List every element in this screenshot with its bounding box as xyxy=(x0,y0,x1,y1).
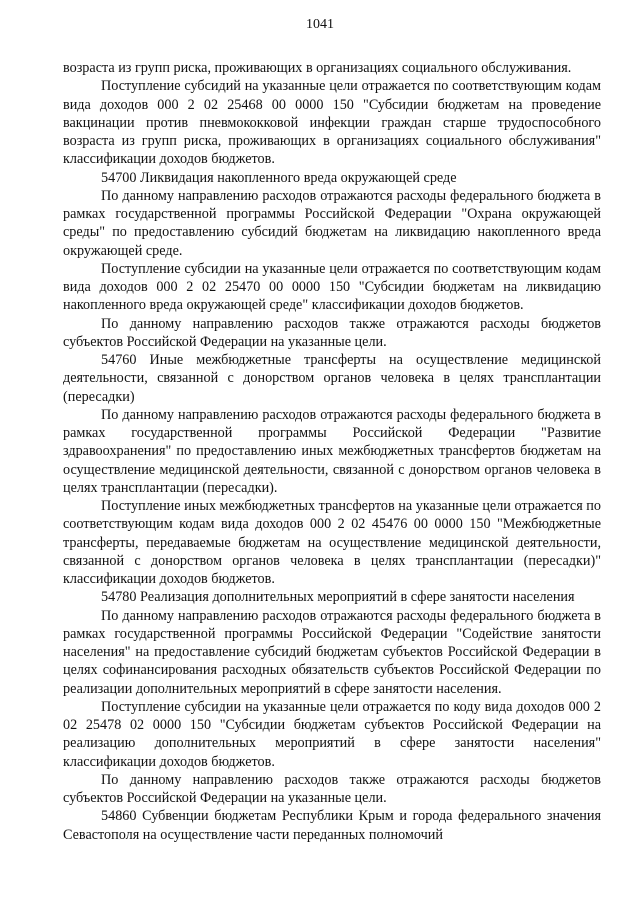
paragraph: По данному направлению расходов отражаются расходы федерального бюджета в рамках государственной программы Российской Федерации "Содействие занятости населения" на предоставление субсидий бюджетам субъектов Российской Федерации в целях софинансирования расходных обязательств субъектов Российской Федерации по реализации дополнительных мероприятий в сфере занятости населения. xyxy=(63,607,601,697)
page-number: 1041 xyxy=(306,17,334,32)
paragraph: Поступление субсидий на указанные цели отражается по соответствующим кодам вида доходов 000 2 02 25468 00 0000 150 "Субсидии бюджетам на проведение вакцинации против пневмококковой инфекции граждан старше трудоспособного возраста из групп риска, проживающих в организациях социального обслуживания" классификации доходов бюджетов. xyxy=(63,78,601,168)
section-heading-54760: 54760 Иные межбюджетные трансферты на осуществление медицинской деятельности, связанной с донорством органов человека в целях трансплантации (пересадки) xyxy=(63,352,601,405)
section-heading-54700: 54700 Ликвидация накопленного вреда окружающей среде xyxy=(101,169,457,186)
paragraph: возраста из групп риска, проживающих в организациях социального обслуживания. xyxy=(63,60,572,76)
paragraph: По данному направлению расходов отражаются расходы федерального бюджета в рамках государственной программы Российской Федерации "Развитие здравоохранения" по предоставлению иных межбюджетных трансфертов бюджетам на осуществление медицинской деятельности, связанной с донорством органов человека в целях трансплантации (пересадки). xyxy=(63,406,601,496)
section-heading-54780: 54780 Реализация дополнительных мероприятий в сфере занятости населения xyxy=(101,589,575,606)
paragraph: По данному направлению расходов также отражаются расходы бюджетов субъектов Российской Федерации на указанные цели. xyxy=(63,771,601,806)
paragraph: Поступление субсидии на указанные цели отражается по коду вида доходов 000 2 02 25478 02 0000 150 "Субсидии бюджетам субъектов Российской Федерации на реализацию дополнительных мероприятий в сфере занятости населения" классификации доходов бюджетов. xyxy=(63,698,601,770)
paragraph: Поступление иных межбюджетных трансфертов на указанные цели отражается по соответствующим кодам вида доходов 000 2 02 45476 00 0000 150 "Межбюджетные трансферты, передаваемые бюджетам на осуществление медицинской деятельности, связанной с донорством органов человека в целях трансплантации (пересадки)" классификации доходов бюджетов. xyxy=(63,498,601,587)
document-body xyxy=(63,59,601,844)
section-heading-54860: 54860 Субвенции бюджетам Республики Крым и города федерального значения Севастополя на осуществление части переданных полномочий xyxy=(63,808,601,843)
paragraph: По данному направлению расходов отражаются расходы федерального бюджета в рамках государственной программы Российской Федерации "Охрана окружающей среды" по предоставлению субсидий бюджетам на ликвидацию накопленного вреда окружающей среде. xyxy=(63,187,601,259)
paragraph: По данному направлению расходов также отражаются расходы бюджетов субъектов Российской Федерации на указанные цели. xyxy=(63,315,601,350)
paragraph: Поступление субсидии на указанные цели отражается по соответствующим кодам вида доходов 000 2 02 25470 00 0000 150 "Субсидии бюджетам на ликвидацию накопленного вреда окружающей среде" классификации доходов бюджетов. xyxy=(63,260,601,314)
